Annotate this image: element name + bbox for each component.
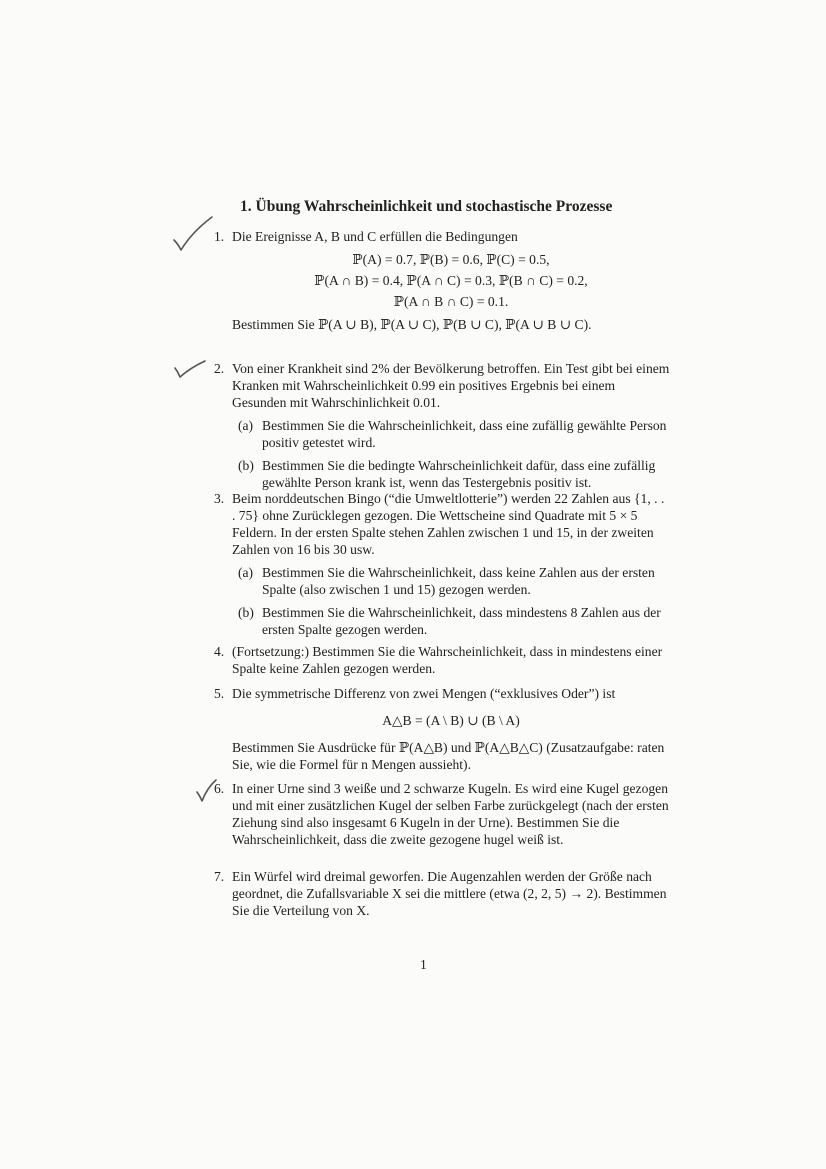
subproblem-b xyxy=(232,604,670,638)
subproblem-label: (b) xyxy=(238,605,254,620)
problem-number: 2. xyxy=(214,361,225,376)
problem-7 xyxy=(214,868,670,919)
equation-line: A△B = (A \ B) ∪ (B \ A) xyxy=(382,713,520,728)
problem-text: Die Ereignisse A, B und C erfüllen die Bedingungen xyxy=(232,229,518,244)
problem-text: (Fortsetzung:) Bestimmen Sie die Wahrscheinlichkeit, dass in mindestens einer Spalte keine Zahlen gezogen werden. xyxy=(232,644,663,676)
problem-3 xyxy=(214,490,670,638)
subproblem-a xyxy=(232,417,670,451)
subproblem-label: (a) xyxy=(238,565,254,580)
problem-1 xyxy=(214,228,670,333)
equation-block xyxy=(232,249,670,312)
problem-text: Beim norddeutschen Bingo (“die Umweltlotterie”) werden 22 Zahlen aus {1, . . . 75} ohne Zurücklegen gezogen. Die Wettscheine sind Quadrate mit 5 × 5 Feldern. In der ersten Spalte stehen Zahlen zwischen 1 und 15, in der zweiten Zahlen von 16 bis 30 usw. xyxy=(232,491,665,557)
equation-line: ℙ(A ∩ B) = 0.4, ℙ(A ∩ C) = 0.3, ℙ(B ∩ C) = 0.2, xyxy=(314,273,588,288)
subproblem-text: Bestimmen Sie die Wahrscheinlichkeit, dass mindestens 8 Zahlen aus der ersten Spalte gezogen werden. xyxy=(262,605,661,637)
checkmark-icon-problem-2 xyxy=(172,358,208,380)
problem-number: 6. xyxy=(214,781,225,796)
problem-4 xyxy=(214,643,670,677)
subproblem-text: Bestimmen Sie die bedingte Wahrscheinlichkeit dafür, dass eine zufällig gewählte Person krank ist, wenn das Testergebnis positiv ist. xyxy=(262,458,656,490)
problem-5 xyxy=(214,685,670,773)
problem-number: 1. xyxy=(214,229,225,244)
page-number: 1 xyxy=(420,957,427,972)
problem-number: 7. xyxy=(214,869,225,884)
problem-number: 3. xyxy=(214,491,225,506)
page-title: 1. Übung Wahrscheinlichkeit und stochastische Prozesse xyxy=(240,198,613,215)
equation-line: ℙ(A) = 0.7, ℙ(B) = 0.6, ℙ(C) = 0.5, xyxy=(352,252,550,267)
problem-task: Bestimmen Sie Ausdrücke für ℙ(A△B) und ℙ(A△B△C) (Zusatzaufgabe: raten Sie, wie die Formel für n Mengen aussieht). xyxy=(232,740,665,772)
checkmark-icon-problem-1 xyxy=(170,214,216,254)
problem-2 xyxy=(214,360,670,491)
equation-block xyxy=(232,710,670,731)
problem-text: In einer Urne sind 3 weiße und 2 schwarze Kugeln. Es wird eine Kugel gezogen und mit einer zusätzlichen Kugel der selben Farbe zurückgelegt (nach der ersten Ziehung sind also insgesamt 6 Kugeln in der Urne). Bestimmen Sie die Wahrscheinlichkeit, dass die zweite gezogene hugel weiß ist. xyxy=(232,781,669,847)
problem-task: Bestimmen Sie ℙ(A ∪ B), ℙ(A ∪ C), ℙ(B ∪ C), ℙ(A ∪ B ∪ C). xyxy=(232,317,592,332)
subproblem-label: (a) xyxy=(238,418,254,433)
problem-text: Die symmetrische Differenz von zwei Mengen (“exklusives Oder”) ist xyxy=(232,686,616,701)
subproblem-a xyxy=(232,564,670,598)
subproblem-b xyxy=(232,457,670,491)
problem-6 xyxy=(214,780,670,848)
problem-text: Von einer Krankheit sind 2% der Bevölkerung betroffen. Ein Test gibt bei einem Kranken mit Wahrscheinlichkeit 0.99 ein positives Ergebnis bei einem Gesunden mit Wahrschinlichkeit 0.01. xyxy=(232,361,670,410)
subproblem-text: Bestimmen Sie die Wahrscheinlichkeit, dass keine Zahlen aus der ersten Spalte (also zwischen 1 und 15) gezogen werden. xyxy=(262,565,655,597)
subproblem-label: (b) xyxy=(238,458,254,473)
equation-line: ℙ(A ∩ B ∩ C) = 0.1. xyxy=(393,294,509,309)
problem-text: Ein Würfel wird dreimal geworfen. Die Augenzahlen werden der Größe nach geordnet, die Zufallsvariable X sei die mittlere (etwa (2, 2, 5) → 2). Bestimmen Sie die Verteilung von X. xyxy=(232,869,667,918)
problem-number: 5. xyxy=(214,686,225,701)
problem-number: 4. xyxy=(214,644,225,659)
subproblem-text: Bestimmen Sie die Wahrscheinlichkeit, dass eine zufällig gewählte Person positiv getestet wird. xyxy=(262,418,667,450)
